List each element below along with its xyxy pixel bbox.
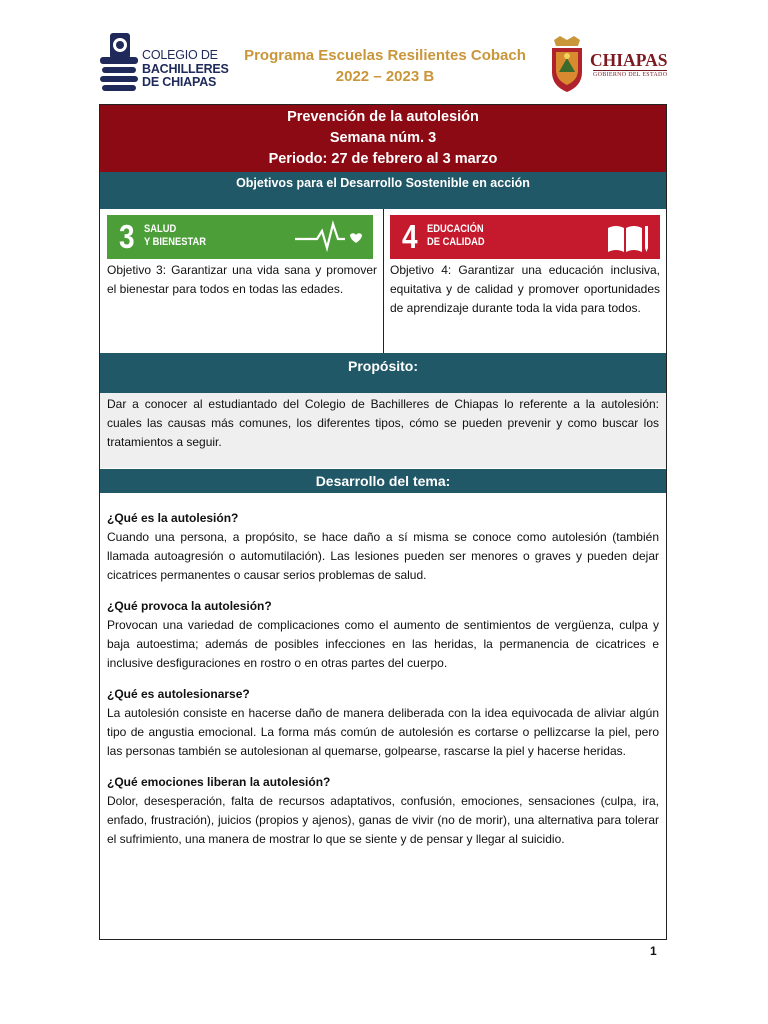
section-emotions-released — [107, 773, 659, 849]
sdg-4-name — [427, 223, 485, 249]
sdg-4-number: 4 — [402, 218, 418, 255]
development-body — [100, 509, 666, 861]
section-question: ¿Qué emociones liberan la autolesión? — [107, 775, 331, 789]
ods-heading: Objetivos para el Desarrollo Sostenible en acción — [100, 172, 666, 209]
section-answer: Dolor, desesperación, falta de recursos adaptativos, confusión, emociones, sensaciones (culpa, ira, enfado, frustración), juicios (propios y ajenos), ganas de vivir (no de morir), una alternativa para tolerar el sufrimiento, una manera de mostrar lo que se siente y de pensar y llegar al suicidio. — [107, 794, 659, 846]
cobach-logo-text — [142, 49, 229, 90]
section-answer: Cuando una persona, a propósito, se hace daño a sí misma se conoce como autolesión (también llamada autoagresión o automutilación). Las lesiones pueden ser menores o graves y pueden dejar cicatrices permanentes o causar serios problemas de salud. — [107, 530, 659, 582]
program-period: 2022 – 2023 B — [335, 68, 435, 85]
section-answer: Provocan una variedad de complicaciones como el aumento de sentimientos de vergüenza, culpa y baja autoestima; además de posibles infecciones en las heridas, la permanencia de cicatrices e inclusive desfiguraciones en rostro o en otras partes del cuerpo. — [107, 618, 659, 670]
ods-goal-3-text: Objetivo 3: Garantizar una vida sana y promover el bienestar para todos en todas las edades. — [107, 263, 377, 296]
sdg-3-number: 3 — [119, 218, 135, 255]
ods-goal-4-text: Objetivo 4: Garantizar una educación inclusiva, equitativa y de calidad y promover oportunidades de aprendizaje durante toda la vida para todos. — [390, 263, 660, 315]
chiapas-logo — [548, 36, 673, 96]
cobach-logo-line3: DE CHIAPAS — [142, 75, 217, 89]
week-number: Semana núm. 3 — [329, 130, 437, 146]
topic-title: Prevención de la autolesión — [287, 109, 479, 125]
cobach-logo-line1: COLEGIO DE — [142, 48, 218, 62]
cobach-emblem-icon — [100, 33, 138, 91]
chiapas-shield-icon — [548, 36, 586, 92]
purpose-heading: Propósito: — [100, 353, 666, 393]
title-band — [100, 105, 666, 172]
program-title — [235, 45, 535, 87]
section-what-causes-self-harm — [107, 597, 659, 673]
page-number: 1 — [650, 944, 657, 958]
sdg-3-name-line1: SALUD — [144, 223, 177, 235]
sdg-4-name-line1: EDUCACIÓN — [427, 223, 484, 235]
ods-goal-3 — [100, 209, 384, 353]
section-question: ¿Qué provoca la autolesión? — [107, 599, 272, 613]
section-what-is-self-harm — [107, 509, 659, 585]
section-question: ¿Qué es la autolesión? — [107, 511, 239, 525]
sdg-3-name — [144, 223, 206, 249]
cobach-logo-line2: BACHILLERES — [142, 61, 229, 76]
sdg-4-tile — [390, 215, 660, 259]
sdg-3-name-line2: Y BIENESTAR — [144, 236, 207, 248]
content-table — [99, 104, 667, 940]
period-dates: Periodo: 27 de febrero al 3 marzo — [268, 151, 498, 167]
book-pencil-icon — [606, 220, 650, 254]
sdg-3-tile — [107, 215, 373, 259]
cobach-logo — [100, 33, 240, 93]
section-question: ¿Qué es autolesionarse? — [107, 687, 250, 701]
ods-goal-4 — [384, 209, 666, 353]
development-heading: Desarrollo del tema: — [100, 469, 666, 493]
page-header — [0, 0, 768, 104]
sdg-4-name-line2: DE CALIDAD — [427, 236, 485, 248]
section-what-is-self-harming — [107, 685, 659, 761]
chiapas-logo-title: CHIAPAS — [590, 50, 668, 70]
section-answer: La autolesión consiste en hacerse daño de manera deliberada con la idea equivocada de aliviar algún tipo de angustia emocional. La forma más común de autolesión es cortarse o pellizcarse la piel, pero las personas también se autolesionan al quemarse, golpearse, rascarse la piel y hacerse heridas. — [107, 706, 659, 758]
heartbeat-icon — [293, 220, 363, 254]
purpose-text: Dar a conocer al estudiantado del Colegio de Bachilleres de Chiapas lo referente a la autolesión: cuales las causas más comunes, los diferentes tipos, cómo se pueden prevenir y como buscar los tratamientos a seguir. — [100, 393, 666, 468]
chiapas-logo-subtitle: GOBIERNO DEL ESTADO — [593, 72, 668, 78]
program-name: Programa Escuelas Resilientes Cobach — [244, 47, 526, 64]
